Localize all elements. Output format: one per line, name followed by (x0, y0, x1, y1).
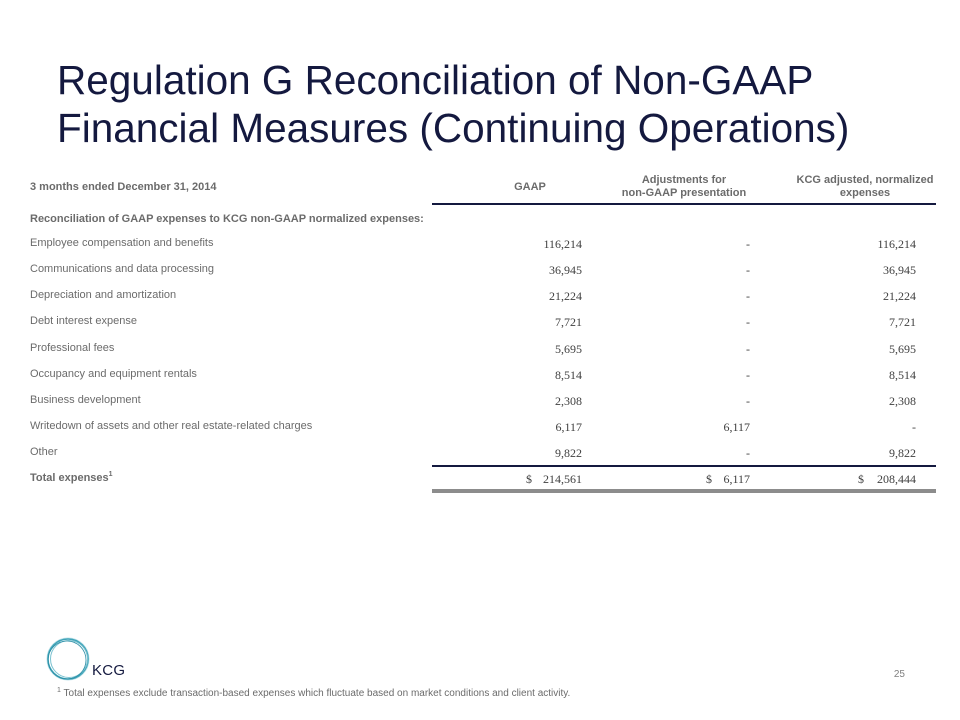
total-gaap-value: 214,561 (543, 472, 582, 486)
table-row (0, 420, 960, 440)
adjustment-value: - (746, 446, 750, 460)
total-double-rule (432, 489, 936, 493)
page-title-line-2: Financial Measures (Continuing Operations) (57, 105, 850, 151)
total-adjusted-value: 208,444 (877, 472, 916, 486)
row-label: Debt interest expense (30, 315, 138, 327)
column-header-kcg-line-1: KCG adjusted, normalized (796, 174, 934, 186)
adjusted-value: 9,822 (889, 446, 916, 460)
adjusted-value: 2,308 (889, 394, 916, 408)
adjusted-value: 7,721 (889, 315, 916, 329)
gaap-value: 8,514 (555, 368, 582, 382)
table-row (0, 315, 960, 335)
page-title (57, 56, 937, 152)
adjustment-value: - (746, 263, 750, 277)
adjustment-value: - (746, 315, 750, 329)
adjustment-value: - (746, 289, 750, 303)
adjusted-value: 21,224 (883, 289, 916, 303)
total-footnote-marker: 1 (108, 471, 113, 478)
row-label: Professional fees (30, 342, 115, 354)
total-adjustment-value: 6,117 (723, 472, 750, 486)
footnote-text: Total expenses exclude transaction-based expenses which fluctuate based on market conditions and client activity. (63, 688, 571, 699)
table-row (0, 263, 960, 283)
footnote (57, 688, 570, 699)
column-header-adjustments-line-1: Adjustments for (641, 174, 727, 186)
footnote-marker: 1 (57, 687, 61, 694)
currency-symbol: $ (706, 472, 712, 486)
adjusted-value: 8,514 (889, 368, 916, 382)
adjustment-value: - (746, 368, 750, 382)
table-row (0, 368, 960, 388)
column-header-kcg-adjusted (765, 174, 960, 200)
table-row (0, 289, 960, 309)
subtotal-rule (432, 465, 936, 467)
period-header: 3 months ended December 31, 2014 (30, 181, 217, 193)
total-label-text: Total expenses (30, 472, 109, 484)
gaap-value: 6,117 (555, 420, 582, 434)
gaap-value: 21,224 (549, 289, 582, 303)
row-label: Depreciation and amortization (30, 289, 177, 301)
gaap-value: 116,214 (543, 237, 582, 251)
adjusted-value: 5,695 (889, 342, 916, 356)
table-row (0, 394, 960, 414)
gaap-value: 7,721 (555, 315, 582, 329)
column-header-adjustments-line-2: non-GAAP presentation (621, 187, 747, 199)
column-header-adjustments (596, 174, 772, 200)
kcg-logo-ring-icon (44, 635, 94, 685)
brand-name: KCG (92, 662, 126, 679)
table-row (0, 237, 960, 257)
gaap-value: 9,822 (555, 446, 582, 460)
gaap-value: 2,308 (555, 394, 582, 408)
gaap-value: 5,695 (555, 342, 582, 356)
row-label: Other (30, 446, 58, 458)
row-label: Employee compensation and benefits (30, 237, 214, 249)
row-label: Occupancy and equipment rentals (30, 368, 197, 380)
column-header-gaap: GAAP (514, 181, 546, 193)
table-row (0, 446, 960, 466)
adjusted-value: - (912, 420, 916, 434)
row-label: Business development (30, 394, 141, 406)
adjustment-value: 6,117 (723, 420, 750, 434)
adjusted-value: 36,945 (883, 263, 916, 277)
currency-symbol: $ (526, 472, 532, 486)
adjustment-value: - (746, 237, 750, 251)
total-label (30, 472, 113, 484)
adjusted-value: 116,214 (877, 237, 916, 251)
adjustment-value: - (746, 342, 750, 356)
page-number: 25 (893, 669, 905, 680)
column-header-kcg-line-2: expenses (839, 187, 891, 199)
adjustment-value: - (746, 394, 750, 408)
gaap-value: 36,945 (549, 263, 582, 277)
row-label: Writedown of assets and other real estate-related charges (30, 420, 313, 432)
table-row (0, 342, 960, 362)
row-label: Communications and data processing (30, 263, 215, 275)
page-title-line-1: Regulation G Reconciliation of Non-GAAP (57, 57, 814, 103)
section-label: Reconciliation of GAAP expenses to KCG non-GAAP normalized expenses: (30, 213, 424, 225)
currency-symbol: $ (858, 472, 864, 486)
header-rule (432, 203, 936, 205)
